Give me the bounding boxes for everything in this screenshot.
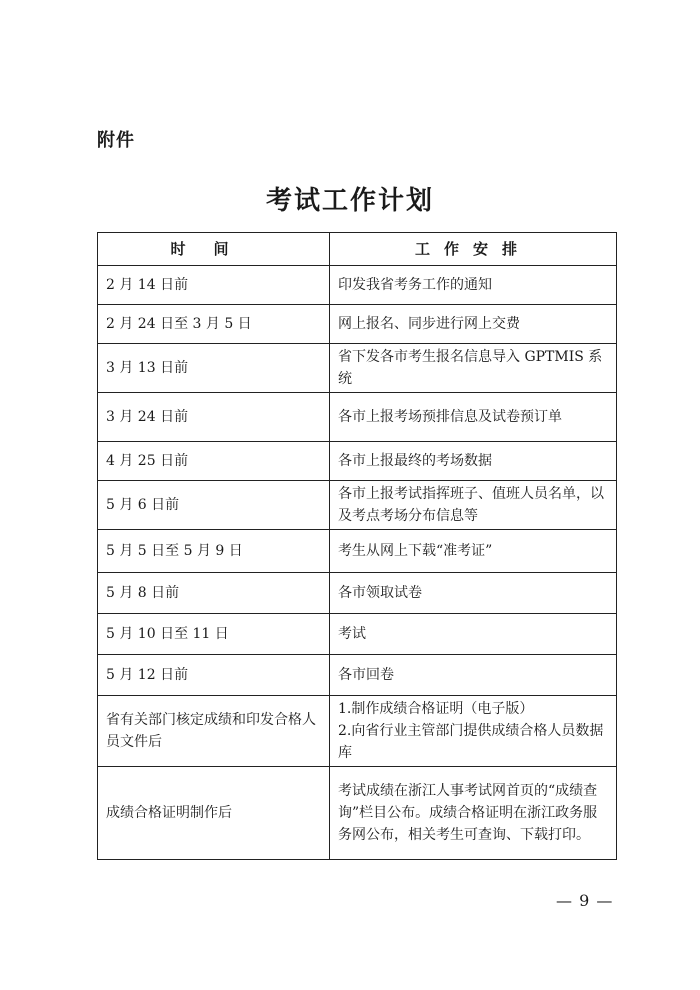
table-row (98, 530, 617, 573)
work-cell: 省下发各市考生报名信息导入 GPTMIS 系统 (330, 344, 617, 393)
work-cell: 考试成绩在浙江人事考试网首页的“成绩查询”栏目公布。成绩合格证明在浙江政务服务网公布，相关考生可查询、下载打印。 (330, 767, 617, 860)
work-cell: 各市上报最终的考场数据 (330, 442, 617, 481)
work-cell: 各市上报考试指挥班子、值班人员名单，以及考点考场分布信息等 (330, 481, 617, 530)
attachment-label: 附件 (97, 130, 135, 151)
table-row (98, 393, 617, 442)
work-cell-text: 1.制作成绩合格证明（电子版） 2.向省行业主管部门提供成绩合格人员数据库 (338, 701, 604, 761)
time-cell: 5 月 6 日前 (98, 481, 330, 530)
work-cell: 考试 (330, 614, 617, 655)
column-header-time: 时间 (98, 233, 330, 266)
time-cell: 5 月 12 日前 (98, 655, 330, 696)
time-cell: 4 月 25 日前 (98, 442, 330, 481)
time-cell: 省有关部门核定成绩和印发合格人员文件后 (98, 696, 330, 767)
work-cell: 各市上报考场预排信息及试卷预订单 (330, 393, 617, 442)
time-cell: 5 月 5 日至 5 月 9 日 (98, 530, 330, 573)
table-header-row (98, 233, 617, 266)
table-row (98, 614, 617, 655)
page-number: — 9 — (556, 891, 614, 910)
table-row (98, 442, 617, 481)
table-row (98, 481, 617, 530)
time-cell: 5 月 10 日至 11 日 (98, 614, 330, 655)
table-row (98, 573, 617, 614)
work-cell: 各市回卷 (330, 655, 617, 696)
work-cell: 印发我省考务工作的通知 (330, 266, 617, 305)
table-row (98, 266, 617, 305)
time-cell: 2 月 24 日至 3 月 5 日 (98, 305, 330, 344)
table-row (98, 305, 617, 344)
work-cell (330, 696, 617, 767)
time-cell: 成绩合格证明制作后 (98, 767, 330, 860)
table-row (98, 696, 617, 767)
time-cell: 3 月 24 日前 (98, 393, 330, 442)
time-cell: 3 月 13 日前 (98, 344, 330, 393)
time-cell: 2 月 14 日前 (98, 266, 330, 305)
table-row (98, 344, 617, 393)
time-cell: 5 月 8 日前 (98, 573, 330, 614)
work-cell: 考生从网上下载“准考证” (330, 530, 617, 573)
document-title: 考试工作计划 (265, 186, 434, 216)
column-header-work: 工作安排 (330, 233, 617, 266)
work-cell: 网上报名、同步进行网上交费 (330, 305, 617, 344)
table-row (98, 655, 617, 696)
work-cell: 各市领取试卷 (330, 573, 617, 614)
table-row (98, 767, 617, 860)
exam-schedule-table (97, 232, 617, 860)
